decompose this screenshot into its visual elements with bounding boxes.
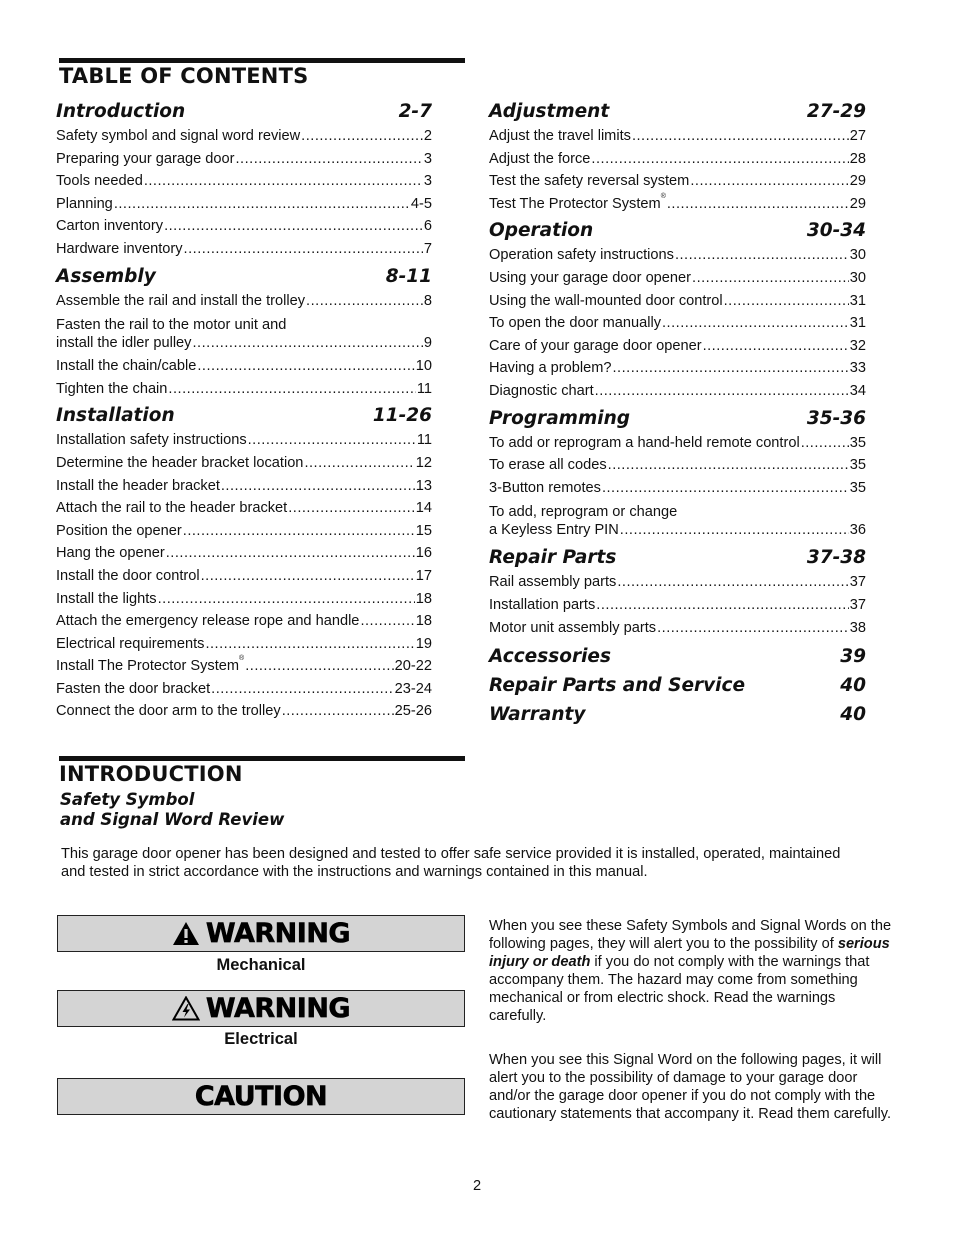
toc-entry (56, 610, 432, 633)
warning-mechanical-box (57, 915, 465, 952)
dot-leader (205, 633, 414, 656)
dot-leader (166, 542, 415, 565)
warning-electrical-box (57, 990, 465, 1027)
toc-entry (489, 594, 866, 617)
toc-entry-text: To erase all codes (489, 457, 607, 474)
toc-entry (56, 497, 432, 520)
toc-entry-page: 32 (849, 337, 866, 354)
toc-section-pages: 35-36 (806, 407, 866, 429)
toc-section-heading: Installation (56, 405, 175, 427)
toc-entry-text: Diagnostic chart (489, 382, 594, 399)
toc-entry (489, 193, 866, 216)
toc-section-programming (489, 407, 866, 430)
toc-entry (56, 355, 432, 378)
toc-entry-text: Test the safety reversal system (489, 173, 690, 190)
dot-leader (675, 244, 849, 267)
toc-entry-text: Rail assembly parts (489, 574, 617, 591)
toc-entry (56, 148, 432, 171)
toc-entry-text: Install the header bracket (56, 477, 220, 494)
warning-signal-word-electrical: WARNING (205, 993, 351, 1024)
toc-section-pages: 2-7 (398, 101, 432, 122)
toc-section-heading: Repair Parts (489, 547, 617, 569)
dot-leader (724, 290, 849, 313)
toc-entry-page: 18 (415, 590, 432, 607)
toc-entry-text: Assemble the rail and install the trolley (56, 292, 306, 309)
toc-entry-text: Care of your garage door opener (489, 337, 702, 354)
toc-entry-page: 7 (423, 240, 432, 257)
dot-leader (596, 594, 848, 617)
toc-entry (56, 633, 432, 656)
toc-entry (56, 429, 432, 452)
toc-entry-text: Hang the opener (56, 545, 165, 562)
toc-entry (56, 655, 432, 678)
dot-leader (301, 125, 423, 148)
toc-section-heading: Introduction (56, 101, 186, 122)
toc-entry (56, 378, 432, 401)
toc-entry-page: 11 (416, 432, 432, 449)
toc-entry-text: Using the wall-mounted door control (489, 292, 723, 309)
toc-entry-text: Tools needed (56, 173, 143, 190)
toc-entry (489, 477, 866, 500)
signal-explanation-paragraph: When you see these Safety Symbols and Signal Words on the following pages, they will alert you to the possibility of serious injury or death if you do not comply with the warnings that accompany them. The hazard may come from something mechanical or from electric shock. Read the warnings carefully. (489, 918, 892, 1024)
toc-entry-text: install the idler pulley (56, 335, 192, 352)
toc-entry-text: Determine the header bracket location (56, 454, 304, 471)
toc-entry-page: 35 (849, 479, 866, 496)
toc-entry-page: 38 (849, 619, 866, 636)
toc-entry-page: 3 (423, 150, 432, 167)
toc-entry (489, 432, 866, 455)
toc-entry (489, 617, 866, 640)
toc-entry (56, 700, 432, 723)
toc-section-pages: 27-29 (806, 101, 866, 122)
dot-leader (211, 678, 394, 701)
toc-entry-page: 23-24 (394, 680, 432, 697)
toc-entry-page: 31 (849, 315, 866, 332)
toc-section-pages: 40 (840, 704, 866, 726)
dot-leader (245, 655, 393, 678)
toc-entry-page: 18 (415, 613, 432, 630)
toc-entry-page: 30 (849, 269, 866, 286)
dot-leader (602, 477, 849, 500)
toc-entry-page: 37 (849, 596, 866, 613)
toc-entry-page: 6 (423, 218, 432, 235)
dot-leader (595, 380, 849, 403)
toc-entry-text: 3-Button remotes (489, 479, 601, 496)
dot-leader (591, 148, 848, 171)
toc-entry-text: Install The Protector System (56, 658, 240, 675)
caution-box (57, 1078, 465, 1115)
toc-entry-page: 11 (416, 380, 432, 397)
dot-leader (114, 193, 410, 216)
toc-entry-text: Planning (56, 195, 113, 212)
toc-entry (56, 588, 432, 611)
toc-section-heading: Accessories (489, 646, 611, 668)
dot-leader (662, 312, 849, 335)
toc-entry (489, 244, 866, 267)
toc-entry (56, 312, 432, 355)
toc-section-pages: 39 (840, 646, 866, 668)
dot-leader (608, 454, 849, 477)
page-number: 2 (472, 1178, 482, 1194)
toc-entry-page: 2 (423, 128, 432, 144)
toc-entry-text: Test The Protector System (489, 195, 661, 212)
toc-entry-text: a Keyless Entry PIN (489, 522, 619, 539)
toc-section-heading: Programming (489, 407, 630, 429)
toc-entry-text: To open the door manually (489, 315, 661, 332)
toc-entry-text: Attach the rail to the header bracket (56, 500, 288, 517)
toc-entry-page: 29 (849, 195, 866, 212)
toc-section-repair-parts-and-service (489, 674, 866, 697)
intro-title: INTRODUCTION (59, 762, 243, 786)
toc-section-repair-parts (489, 546, 866, 569)
toc-section-heading: Adjustment (489, 101, 610, 122)
toc-entry-text: Fasten the door bracket (56, 680, 211, 697)
toc-entry (489, 170, 866, 193)
dot-leader (192, 334, 422, 352)
dot-leader (620, 521, 849, 539)
toc-entry (56, 125, 432, 148)
toc-section-warranty (489, 703, 866, 726)
dot-leader (184, 238, 423, 261)
caution-explanation-paragraph: When you see this Signal Word on the following pages, it will alert you to the possibility of damage to your garage door and/or the garage door opener if you do not comply with the cautionary statements that accompany it. Read them carefully. (489, 1052, 892, 1122)
dot-leader (201, 565, 415, 588)
toc-entry (489, 290, 866, 313)
toc-entry-text: Installation safety instructions (56, 432, 247, 449)
registered-mark: ® (239, 655, 245, 663)
toc-entry-page: 4-5 (410, 195, 432, 212)
dot-leader (306, 290, 423, 313)
toc-section-assembly (56, 265, 432, 288)
dot-leader (235, 148, 422, 171)
toc-entry (56, 565, 432, 588)
dot-leader (164, 215, 423, 238)
toc-entry (489, 380, 866, 403)
intro-subtitle-line2: and Signal Word Review (60, 810, 285, 829)
toc-entry-text: Position the opener (56, 522, 182, 539)
toc-entry (489, 267, 866, 290)
toc-entry (56, 678, 432, 701)
toc-entry (56, 520, 432, 543)
dot-leader (282, 700, 394, 723)
toc-entry-page: 17 (415, 567, 432, 584)
electrical-caption: Electrical (224, 1030, 298, 1048)
toc-entry-text: Having a problem? (489, 360, 612, 377)
toc-entry-text: Operation safety instructions (489, 247, 674, 264)
toc-entry-text: Adjust the travel limits (489, 128, 631, 144)
toc-section-installation (56, 404, 432, 427)
toc-entry-page: 16 (415, 545, 432, 562)
toc-entry (489, 312, 866, 335)
toc-section-pages: 8-11 (385, 265, 432, 287)
toc-entry (489, 125, 866, 148)
toc-entry-page: 36 (849, 522, 866, 539)
serious-injury-emphasis: serious injury or death (489, 936, 890, 970)
toc-entry-page: 14 (415, 500, 432, 517)
dot-leader (360, 610, 414, 633)
toc-entry-page: 34 (849, 382, 866, 399)
registered-mark: ® (660, 192, 666, 200)
dot-leader (197, 355, 414, 378)
toc-entry-page: 15 (415, 522, 432, 539)
intro-body: This garage door opener has been designed and tested to offer safe service provided it is installed, operated, maintained and tested in strict accordance with the instructions and warnings contained in this manual. (61, 846, 841, 880)
dot-leader (183, 520, 415, 543)
toc-entry-text: Tighten the chain (56, 380, 168, 397)
toc-entry-text: Connect the door arm to the trolley (56, 703, 281, 720)
electric-shock-triangle-icon (172, 996, 200, 1021)
toc-entry (56, 290, 432, 313)
dot-leader (288, 497, 415, 520)
toc-entry-page: 27 (849, 128, 866, 144)
dot-leader (617, 571, 848, 594)
toc-section-introduction (56, 100, 432, 123)
toc-entry (489, 454, 866, 477)
dot-leader (248, 429, 416, 452)
toc-entry (489, 499, 866, 542)
toc-entry-page: 35 (849, 457, 866, 474)
toc-entry-text: Using your garage door opener (489, 269, 692, 286)
toc-entry (56, 475, 432, 498)
toc-entry-page: 9 (423, 335, 432, 352)
mechanical-caption: Mechanical (216, 956, 306, 974)
intro-subtitle-line1: Safety Symbol (60, 790, 195, 809)
toc-section-pages: 40 (840, 675, 866, 697)
toc-section-adjustment (489, 100, 866, 123)
toc-entry-page: 30 (849, 247, 866, 264)
dot-leader (632, 125, 849, 148)
warning-triangle-icon (172, 921, 200, 946)
toc-entry-page: 33 (849, 360, 866, 377)
toc-entry-page: 28 (849, 150, 866, 167)
toc-entry-text: Motor unit assembly parts (489, 619, 657, 636)
toc-entry-page: 31 (849, 292, 866, 309)
dot-leader (158, 588, 415, 611)
toc-entry-text: Carton inventory (56, 218, 164, 235)
toc-entry-text: Preparing your garage door (56, 150, 235, 167)
warning-signal-word: WARNING (205, 918, 351, 949)
toc-section-heading: Repair Parts and Service (489, 675, 746, 697)
toc-section-accessories (489, 645, 866, 668)
toc-entry-text: Install the lights (56, 590, 157, 607)
toc-entry-page: 20-22 (394, 658, 432, 675)
toc-entry-text: Installation parts (489, 596, 596, 613)
toc-entry-text: To add or reprogram a hand-held remote control (489, 434, 800, 451)
dot-leader (801, 432, 849, 455)
toc-entry (56, 238, 432, 261)
toc-entry-page: 35 (849, 434, 866, 451)
toc-section-heading: Assembly (56, 265, 156, 287)
caution-signal-word: CAUTION (194, 1081, 328, 1112)
toc-entry (56, 170, 432, 193)
toc-entry-text: Install the door control (56, 567, 200, 584)
dot-leader (667, 193, 849, 216)
toc-entry (56, 542, 432, 565)
dot-leader (703, 335, 849, 358)
dot-leader (690, 170, 848, 193)
dot-leader (613, 357, 849, 380)
toc-section-pages: 37-38 (806, 547, 866, 569)
toc-section-pages: 30-34 (806, 220, 866, 242)
toc-right-column (489, 96, 866, 728)
toc-section-heading: Warranty (489, 704, 586, 726)
toc-entry-page: 13 (415, 477, 432, 494)
toc-entry (56, 452, 432, 475)
intro-subtitle (60, 790, 284, 830)
dot-leader (657, 617, 849, 640)
dot-leader (221, 475, 415, 498)
toc-entry-page: 37 (849, 574, 866, 591)
toc-entry-text-line1: To add, reprogram or change (489, 504, 678, 521)
dot-leader (168, 378, 415, 401)
dot-leader (304, 452, 414, 475)
dot-leader (144, 170, 423, 193)
toc-entry (489, 357, 866, 380)
toc-entry-page: 19 (415, 635, 432, 652)
toc-entry (56, 215, 432, 238)
toc-entry-text: Electrical requirements (56, 635, 205, 652)
toc-entry-page: 29 (849, 173, 866, 190)
toc-entry-page: 25-26 (394, 703, 432, 720)
toc-entry-text: Safety symbol and signal word review (56, 128, 301, 144)
toc-entry (56, 193, 432, 216)
toc-section-heading: Operation (489, 220, 594, 242)
intro-top-rule (59, 756, 465, 761)
toc-title: TABLE OF CONTENTS (59, 64, 309, 88)
toc-entry-page: 12 (415, 454, 432, 471)
dot-leader (692, 267, 849, 290)
toc-entry-text-line1: Fasten the rail to the motor unit and (56, 317, 287, 334)
toc-entry-page: 8 (423, 292, 432, 309)
toc-entry-text: Install the chain/cable (56, 358, 197, 375)
toc-entry (489, 148, 866, 171)
toc-left-column (56, 96, 432, 723)
toc-entry (489, 571, 866, 594)
toc-section-pages: 11-26 (372, 405, 432, 427)
toc-entry-text: Attach the emergency release rope and handle (56, 613, 360, 630)
toc-entry-text: Hardware inventory (56, 240, 183, 257)
toc-entry-page: 10 (415, 358, 432, 375)
toc-entry-text: Adjust the force (489, 150, 591, 167)
toc-entry-page: 3 (423, 173, 432, 190)
toc-top-rule (59, 58, 465, 63)
toc-entry (489, 335, 866, 358)
toc-section-operation (489, 219, 866, 242)
